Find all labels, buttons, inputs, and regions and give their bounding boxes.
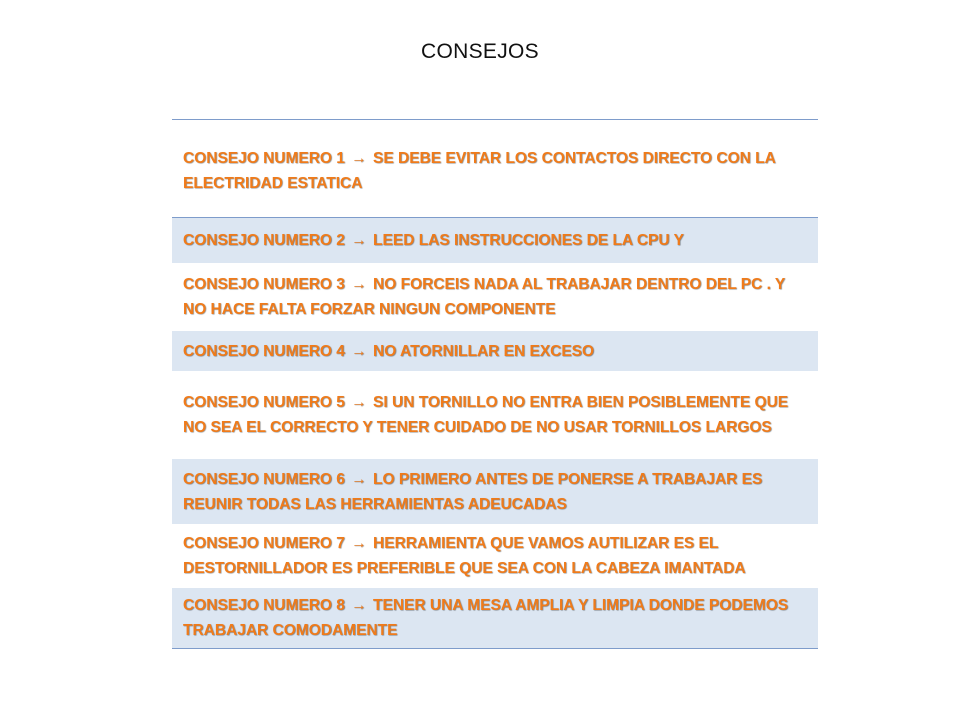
tip-row-2 (172, 218, 818, 263)
tip-row-4 (172, 331, 818, 371)
tip-content (183, 228, 684, 253)
tip-prefix: CONSEJO NUMERO 2 (183, 232, 345, 249)
arrow-right-icon: → (351, 342, 367, 360)
tip-row-8 (172, 588, 818, 648)
arrow-right-icon: → (351, 276, 367, 293)
tip-text: LEED LAS INSTRUCCIONES DE LA CPU Y (373, 232, 684, 249)
tip-prefix: CONSEJO NUMERO 4 (183, 342, 345, 360)
tip-prefix: CONSEJO NUMERO 5 (183, 394, 345, 411)
tip-text: SI UN TORNILLO NO ENTRA BIEN POSIBLEMENTE QUE NO SEA EL CORRECTO Y TENER CUIDADO DE NO USAR TORNILLOS LARGOS (183, 394, 789, 436)
tip-content (183, 390, 808, 440)
arrow-right-icon: → (351, 394, 367, 411)
tip-row-1 (172, 120, 818, 218)
tip-text: NO FORCEIS NADA AL TRABAJAR DENTRO DEL PC . Y NO HACE FALTA FORZAR NINGUN COMPONENTE (183, 276, 785, 318)
page-title: CONSEJOS (421, 40, 539, 63)
tip-content (183, 531, 808, 581)
tip-text: HERRAMIENTA QUE VAMOS AUTILIZAR ES EL DESTORNILLADOR ES PREFERIBLE QUE SEA CON LA CABEZA IMANTADA (183, 535, 746, 577)
tip-row-7 (172, 524, 818, 588)
tip-content (183, 272, 808, 322)
tip-content (183, 146, 808, 196)
tip-row-3 (172, 263, 818, 331)
tip-prefix: CONSEJO NUMERO 8 (183, 597, 345, 614)
tip-content (183, 593, 808, 643)
tip-text: NO ATORNILLAR EN EXCESO (373, 342, 595, 360)
tips-table (172, 119, 818, 649)
tip-prefix: CONSEJO NUMERO 1 (183, 150, 345, 167)
tip-row-5 (172, 371, 818, 459)
tip-content (183, 339, 594, 364)
arrow-right-icon: → (351, 535, 367, 552)
arrow-right-icon: → (351, 232, 367, 249)
tip-text: LO PRIMERO ANTES DE PONERSE A TRABAJAR ES REUNIR TODAS LAS HERRAMIENTAS ADEUCADAS (183, 470, 763, 513)
arrow-right-icon: → (351, 597, 367, 614)
arrow-right-icon: → (351, 470, 367, 488)
tip-prefix: CONSEJO NUMERO 7 (183, 535, 345, 552)
tip-text: SE DEBE EVITAR LOS CONTACTOS DIRECTO CON LA ELECTRIDAD ESTATICA (183, 150, 776, 192)
tip-prefix: CONSEJO NUMERO 6 (183, 470, 345, 488)
tip-text: TENER UNA MESA AMPLIA Y LIMPIA DONDE PODEMOS TRABAJAR COMODAMENTE (183, 597, 789, 639)
tip-prefix: CONSEJO NUMERO 3 (183, 276, 345, 293)
tip-content (183, 467, 808, 517)
tip-row-6 (172, 459, 818, 524)
arrow-right-icon: → (351, 150, 367, 167)
